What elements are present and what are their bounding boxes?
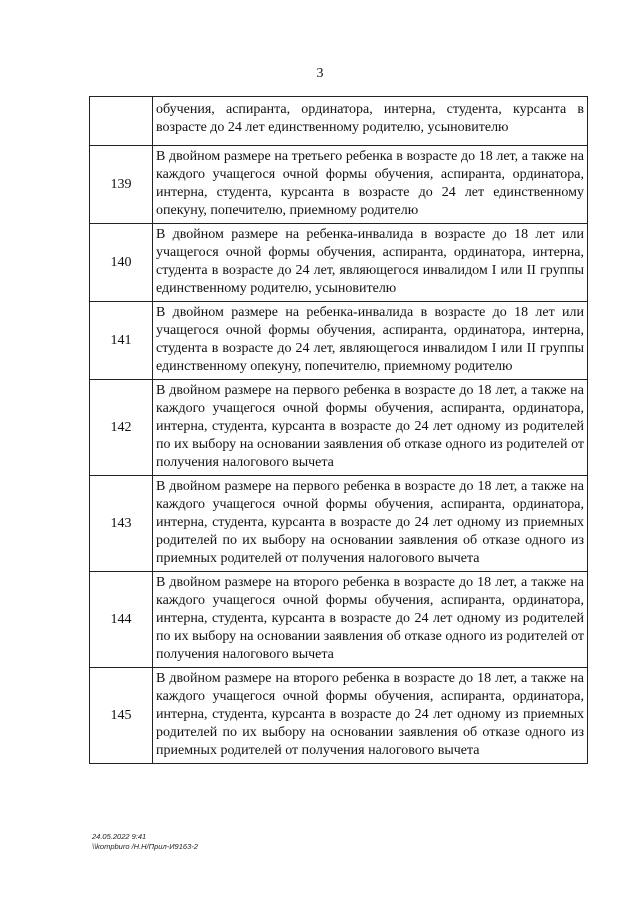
footer-timestamp: 24.05.2022 9:41 <box>92 832 147 841</box>
code-cell: 141 <box>90 302 153 380</box>
description-cell: В двойном размере на ребенка-инвалида в возрасте до 18 лет или учащегося очной формы обучения, аспиранта, ординатора, интерна, студента в возрасте до 24 лет, являющегося инвалидом I или II группы единственному родителю, усыновителю <box>153 224 588 302</box>
code-cell: 140 <box>90 224 153 302</box>
description-cell: обучения, аспиранта, ординатора, интерна, студента, курсанта в возрасте до 24 лет единственному родителю, усыновителю <box>153 97 588 146</box>
table-row <box>90 146 588 224</box>
description-cell: В двойном размере на первого ребенка в возрасте до 18 лет, а также на каждого учащегося очной формы обучения, аспиранта, ординатора, интерна, студента, курсанта в возрасте до 24 лет одному из родителей по их выбору на основании заявления об отказе одного из родителей от получения налогового вычета <box>153 380 588 476</box>
table-row <box>90 476 588 572</box>
footer-file-reference: \\kompburo /Н.Н/Прил-И9163-2 <box>92 842 198 851</box>
description-cell: В двойном размере на второго ребенка в возрасте до 18 лет, а также на каждого учащегося очной формы обучения, аспиранта, ординатора, интерна, студента, курсанта в возрасте до 24 лет одному из приемных родителей по их выбору на основании заявления об отказе одного из приемных родителей от получения налогового вычета <box>153 668 588 764</box>
description-cell: В двойном размере на ребенка-инвалида в возрасте до 18 лет или учащегося очной формы обучения, аспиранта, ординатора, интерна, студента в возрасте до 24 лет, являющегося инвалидом I или II группы единственному опекуну, попечителю, приемному родителю <box>153 302 588 380</box>
deduction-codes-table <box>89 96 588 764</box>
code-cell: 139 <box>90 146 153 224</box>
table-row <box>90 97 588 146</box>
document-footer <box>92 832 198 852</box>
code-cell <box>90 97 153 146</box>
description-cell: В двойном размере на третьего ребенка в возрасте до 18 лет, а также на каждого учащегося очной формы обучения, аспиранта, ординатора, интерна, студента, курсанта в возрасте до 24 лет единственному опекуну, попечителю, приемному родителю <box>153 146 588 224</box>
table-row <box>90 668 588 764</box>
code-cell: 145 <box>90 668 153 764</box>
code-cell: 144 <box>90 572 153 668</box>
table-row <box>90 572 588 668</box>
page-number: 3 <box>316 66 324 81</box>
code-cell: 142 <box>90 380 153 476</box>
description-cell: В двойном размере на первого ребенка в возрасте до 18 лет, а также на каждого учащегося очной формы обучения, аспиранта, ординатора, интерна, студента, курсанта в возрасте до 24 лет одному из приемных родителей по их выбору на основании заявления об отказе одного из приемных родителей от получения налогового вычета <box>153 476 588 572</box>
description-cell: В двойном размере на второго ребенка в возрасте до 18 лет, а также на каждого учащегося очной формы обучения, аспиранта, ординатора, интерна, студента, курсанта в возрасте до 24 лет одному из родителей по их выбору на основании заявления об отказе одного из родителей от получения налогового вычета <box>153 572 588 668</box>
code-cell: 143 <box>90 476 153 572</box>
table-row <box>90 224 588 302</box>
table-row <box>90 380 588 476</box>
table-row <box>90 302 588 380</box>
